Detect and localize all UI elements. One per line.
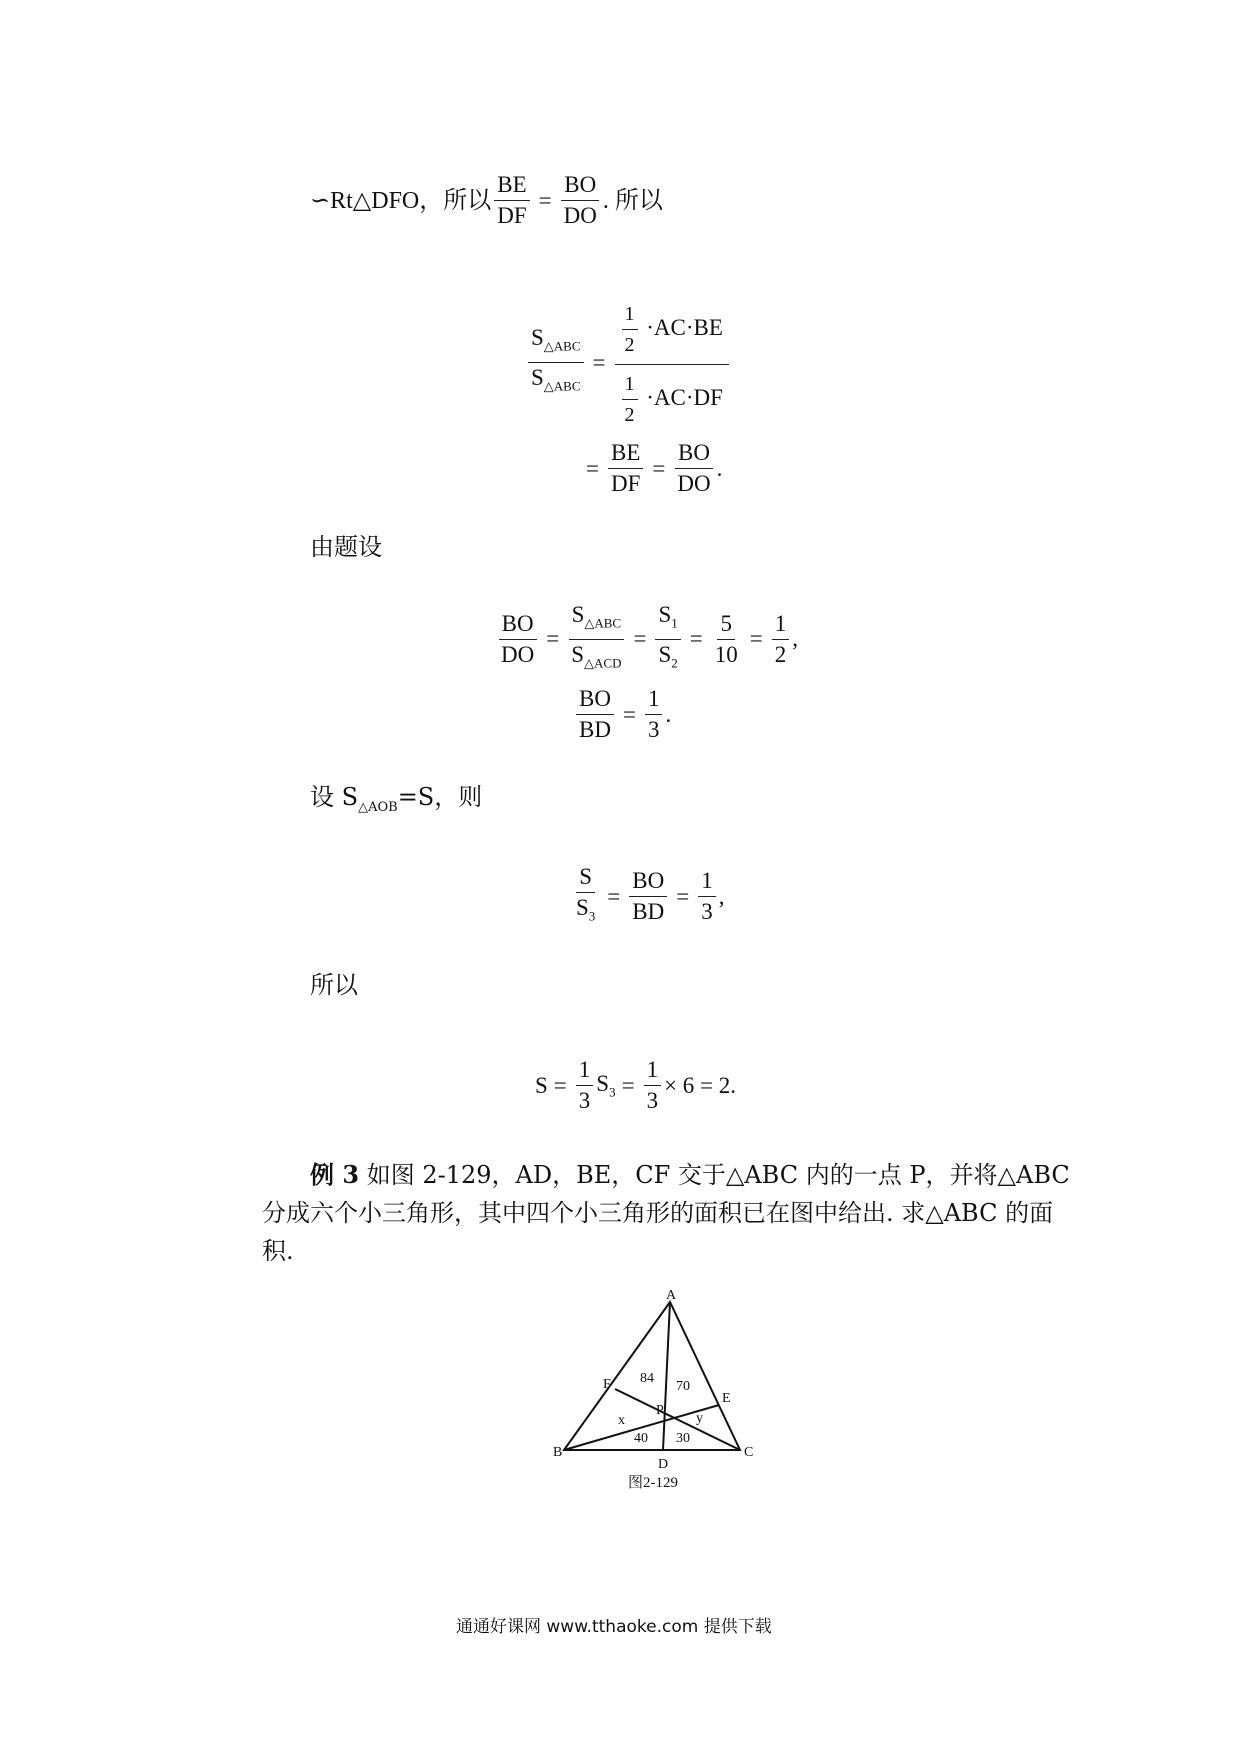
denominator: 3 (646, 1088, 659, 1113)
denominator: 3 (647, 717, 660, 743)
numerator: 1 (645, 684, 663, 715)
denominator: BD (579, 717, 611, 743)
numerator: BO (499, 609, 537, 640)
subscript: 3 (609, 1084, 616, 1100)
point-label-d: D (658, 1457, 669, 1472)
product-ac-df: ·AC·DF (646, 384, 723, 410)
fraction-1-3 (698, 866, 716, 927)
page-footer: 通通好课网 www.tthaoke.com 提供下载 (456, 1617, 772, 1637)
line1-prefix: ∽Rt△DFO，所以 (310, 187, 492, 214)
numerator: BO (561, 170, 599, 201)
area-label-70: 70 (676, 1379, 690, 1394)
subscript: 2 (671, 655, 678, 671)
area-label-40: 40 (634, 1431, 648, 1446)
s-symbol: S (658, 641, 672, 667)
numerator: 1 (644, 1055, 662, 1086)
equation-area-ratio (525, 295, 732, 499)
set-prefix: 设 S (310, 783, 359, 811)
numerator: S (576, 862, 595, 893)
product-ac-be: ·AC·BE (646, 314, 723, 340)
numerator: 5 (717, 609, 735, 640)
point-label-f: F (603, 1377, 611, 1392)
subscript: 1 (671, 615, 678, 631)
area-label-y: y (696, 1411, 703, 1426)
denominator: 3 (578, 1088, 591, 1113)
equation-bo-do-ratio: $\frac{BO}{DO}$ = $\frac{S_{\triangle ABC}}{S_{\triangle ACD}}$ = $\frac{S_1}{S_2}$ = $\frac{5}{10}$ = $\frac{1}{2}$ , $\frac{BO}{BD}$ = $\frac{1}{3}$ . (495, 600, 798, 745)
equals-sign: = (586, 455, 599, 481)
equals-sign: = (538, 187, 552, 213)
set-suffix: =S，则 (397, 783, 483, 811)
subscript: △ABC (543, 378, 581, 394)
denominator: 3 (701, 899, 713, 925)
fraction-be-df (494, 170, 529, 231)
numerator: BO (675, 438, 713, 469)
period: . (716, 455, 723, 481)
numerator: BO (576, 684, 614, 715)
denominator: DO (677, 471, 711, 496)
fraction-s-s3 (573, 862, 598, 932)
fraction-be-df (608, 438, 643, 499)
numerator: 1 (772, 609, 790, 640)
fraction-1-3 (644, 1055, 662, 1116)
subscript: △ABC (584, 615, 622, 631)
area-label-84: 84 (640, 1371, 654, 1386)
s-symbol: S (531, 365, 544, 390)
fraction-1-3 (576, 1055, 594, 1116)
subscript: △ACD (584, 655, 622, 671)
fraction-5-10 (712, 609, 741, 670)
point-label-p: P (656, 1403, 664, 1418)
fraction-1-3 (645, 684, 663, 745)
s-symbol: S (571, 641, 585, 667)
numerator: BO (629, 866, 667, 897)
numerator: 1 (622, 299, 638, 330)
fraction-s-abc-acd (568, 600, 624, 678)
comma: , (792, 626, 798, 652)
vertex-label-c: C (744, 1445, 754, 1460)
example-3-paragraph (262, 1156, 1082, 1270)
vertex-label-a: A (666, 1290, 677, 1303)
text-therefore: 所以 (310, 971, 358, 999)
line1-suffix: . 所以 (602, 187, 663, 214)
fraction-bo-do (674, 438, 713, 499)
fraction-s1-s2 (655, 600, 680, 678)
denominator: DF (610, 471, 641, 496)
denominator: BD (632, 899, 665, 925)
s-symbol: S (596, 1070, 610, 1096)
numerator: 1 (576, 1055, 594, 1086)
example-label: 例 3 (310, 1160, 360, 1189)
denominator: DO (563, 203, 597, 228)
denominator: 10 (714, 641, 738, 667)
fraction-s-ratio (528, 323, 584, 401)
vertex-label-b: B (553, 1445, 563, 1460)
denominator: DF (497, 203, 527, 228)
period: . (665, 701, 672, 727)
fraction-bo-bd (576, 684, 614, 745)
subscript: △AOB (358, 799, 398, 815)
triangle-figure (548, 1290, 768, 1510)
denominator: 2 (624, 334, 635, 356)
s-symbol: S (531, 325, 544, 351)
equals-sign: = (592, 349, 606, 375)
s-symbol: S (658, 602, 672, 627)
proof-line-1 (310, 170, 663, 231)
fraction-bo-do (498, 609, 537, 670)
area-label-30: 30 (676, 1431, 690, 1446)
s-symbol: S (535, 1072, 548, 1098)
s-symbol: S (576, 895, 589, 920)
comma: , (718, 883, 725, 909)
fraction-1-2 (772, 609, 790, 670)
fraction-half-products (615, 295, 729, 430)
fraction-bo-bd (629, 866, 667, 927)
denominator: 2 (624, 404, 635, 426)
cevian-ad (663, 1302, 670, 1450)
numerator: 1 (698, 866, 716, 897)
fraction-bo-do (561, 170, 600, 231)
subscript: △ABC (543, 339, 581, 354)
equation-s-s3: $\frac{S}{S_3}$ = $\frac{BO}{BD}$ = $\frac{1}{3}$ , (570, 862, 724, 932)
numerator: BE (494, 170, 529, 201)
equation-s-result: S = $\frac{1}{3}$ $S_3$ = $\frac{1}{3}$ × 6 = 2. (535, 1055, 736, 1116)
s-symbol: S (571, 602, 585, 627)
denominator: DO (501, 641, 535, 667)
text-let-s (310, 780, 482, 825)
numerator: 1 (622, 369, 638, 400)
example-text: 如图 2-129，AD，BE，CF 交于△ABC 内的一点 P，并将△ABC 分成六个小三角形，其中四个小三角形的面积已在图中给出. 求△ABC 的面积. (262, 1161, 1070, 1265)
point-label-e: E (722, 1391, 731, 1406)
numerator: BE (608, 438, 643, 469)
subscript: 3 (588, 908, 596, 924)
area-label-x: x (618, 1413, 625, 1428)
equals-sign: = (652, 455, 666, 481)
figure-caption: 图2-129 (628, 1475, 678, 1491)
text-by-hypothesis: 由题设 (310, 533, 382, 561)
denominator: 2 (774, 641, 787, 667)
times-result: × 6 = 2. (664, 1072, 737, 1098)
